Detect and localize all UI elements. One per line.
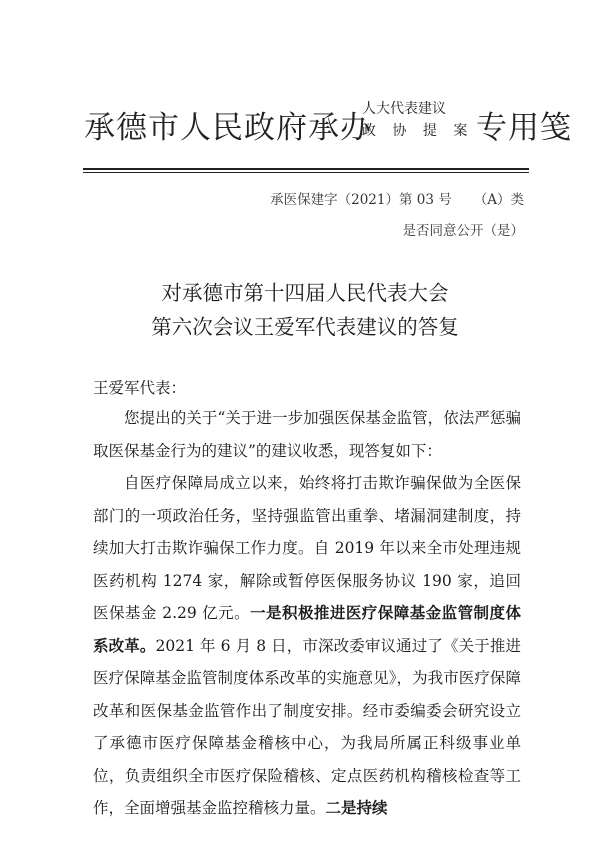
- disclosure-flag: 是否同意公开（是）: [402, 223, 524, 239]
- letterhead-kind-top: 人大代表建议: [362, 101, 446, 117]
- point-two-heading: 二是持续: [325, 798, 388, 817]
- body-paragraph-2-intro: 自医疗保障局成立以来，始终将打击欺诈骗保做为全医保部门的一项政治任务，坚持强监管出重拳、堵漏洞建制度，持续加大打击欺诈骗保工作力度。自 2019 年以来全市处理违规医药机构 1274 家，解除或暂停医保服务协议 190 家，追回医保基金 2.29 亿元。: [93, 474, 521, 622]
- document-body: [93, 402, 521, 825]
- document-reference: [270, 188, 524, 208]
- title-line-2: 第六次会议王爱军代表建议的答复: [151, 315, 459, 339]
- letterhead-rule-thin: [83, 172, 529, 173]
- letterhead-kind: [362, 98, 473, 142]
- body-paragraph-1: 您提出的关于“关于进一步加强医保基金监管，依法严惩骗取医保基金行为的建议”的建议收悉，现答复如下：: [93, 409, 521, 460]
- letterhead-suffix: 专用笺: [476, 110, 572, 146]
- letterhead-org: 承德市人民政府承办: [84, 110, 372, 146]
- doc-category: （A）类: [473, 192, 524, 208]
- point-one-heading: 一是积极推进医疗保障基金监管制度体系改革。: [93, 603, 521, 655]
- letterhead: [84, 96, 572, 146]
- letterhead-rule-thick: [83, 168, 529, 170]
- document-title: [0, 276, 610, 344]
- letterhead-kind-bottom: 政 协 提 案: [362, 123, 474, 139]
- point-one-text: 2021 年 6 月 8 日，市深改委审议通过了《关于推进医疗保障基金监管制度体系改革的实施意见》，为我市医疗保障改革和医保基金监管作出了制度安排。经市委编委会研究设立了承德市医疗保障基金稽核中心，为我局所属正科级事业单位，负责组织全市医疗保险稽核、定点医药机构稽核检查等工作，全面增强基金监控稽核力量。: [93, 636, 521, 817]
- doc-number: 承医保建字（2021）第 03 号: [270, 192, 452, 208]
- title-line-1: 对承德市第十四届人民代表大会: [161, 281, 449, 305]
- body-paragraph-2: [93, 467, 521, 825]
- salutation: 王爱军代表：: [93, 379, 187, 397]
